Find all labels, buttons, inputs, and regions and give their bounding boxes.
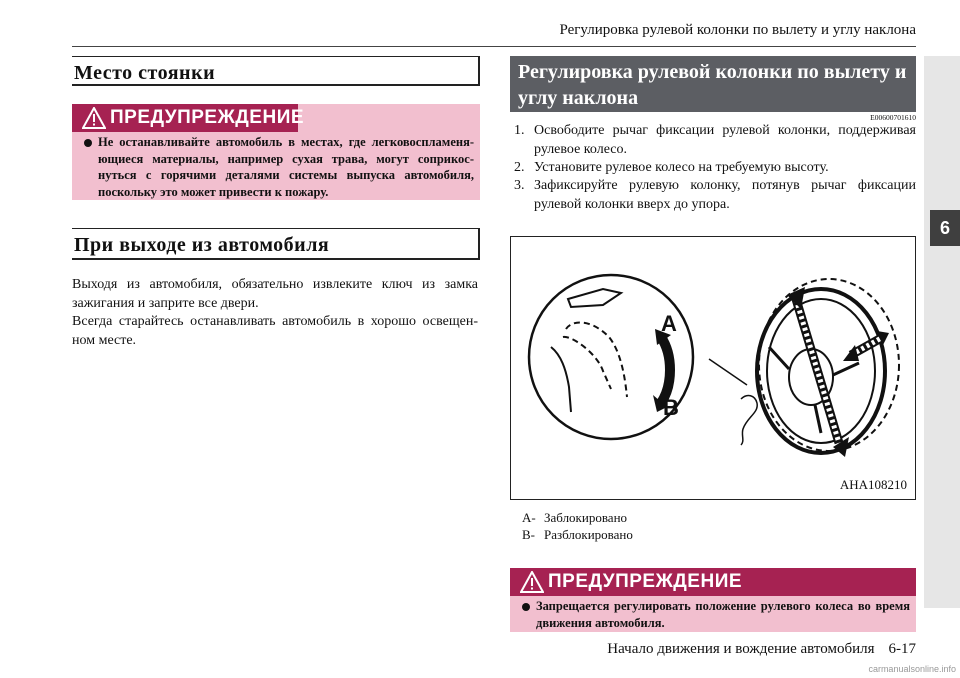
exit-heading (72, 228, 480, 260)
driving-warning-label: ПРЕДУПРЕЖДЕНИЕ (548, 571, 743, 592)
step-number: 1. (514, 123, 525, 138)
page-footer (520, 641, 916, 658)
step-number: 2. (514, 160, 525, 175)
chapter-tab[interactable]: 6 (930, 210, 960, 246)
driving-warning-text: Запрещается регулировать положение рулевого колеса во время движения автомобиля. (536, 599, 910, 630)
driving-warning-header (510, 568, 916, 596)
figure-code: AHA108210 (839, 477, 907, 492)
parking-warning-box (72, 104, 480, 200)
exit-heading-text: При выходе из автомобиля (74, 234, 330, 256)
legend-label: A- (522, 510, 536, 525)
running-header: Регулировка рулевой колонки по вылету и углу наклона (559, 22, 916, 38)
bullet-icon (84, 139, 92, 147)
legend-label: B- (522, 527, 535, 542)
watermark: carmanualsonline.info (868, 664, 956, 674)
driving-warning-box (510, 568, 916, 632)
legend-text: Разблокировано (544, 527, 633, 542)
steering-column-illustration (511, 237, 914, 498)
parking-heading-text: Место стоянки (74, 62, 216, 84)
footer-section: Начало движения и вождение автомобиля (607, 641, 875, 657)
step-text: Освободите рычаг фиксации рулевой колонки, поддерживая рулевое колесо. (534, 123, 916, 157)
exit-paragraph-2: Всегда старайтесь останавливать автомобиль в хорошо освещен-ном месте. (72, 314, 478, 348)
parking-warning-text: Не останавливайте автомобиль в местах, где легковоспламеня-ющиеся материалы, например сухая трава, могут соприкос-нуться с горячими деталями системы выпуска автомобиля, поскольку это может привести к пожару. (98, 135, 474, 199)
step-3 (514, 177, 916, 215)
step-text: Установите рулевое колесо на требуемую высоту. (534, 160, 829, 175)
parking-heading (72, 56, 480, 86)
step-number: 3. (514, 178, 525, 193)
tilt-heading-text: Регулировка рулевой колонки по вылету и углу наклона (518, 61, 907, 109)
parking-warning-header (72, 104, 305, 132)
bullet-icon (522, 603, 530, 611)
warning-triangle-icon (520, 571, 544, 593)
parking-warning-label: ПРЕДУПРЕЖДЕНИЕ (110, 107, 305, 128)
step-2 (514, 159, 916, 179)
label-b: B (663, 395, 679, 420)
tilt-heading (510, 56, 916, 112)
step-1 (514, 122, 916, 160)
steering-column-figure (510, 236, 916, 500)
section-code: E00600701610 (870, 113, 916, 122)
legend-item-a (522, 510, 822, 528)
step-text: Зафиксируйте рулевую колонку, потянув рычаг фиксации рулевой колонки вверх до упора. (534, 178, 916, 212)
exit-paragraph-1: Выходя из автомобиля, обязательно извлеките ключ из замка зажигания и заприте все двери. (72, 277, 478, 311)
header-rule (72, 46, 916, 47)
legend-text: Заблокировано (544, 510, 628, 525)
legend-item-b (522, 527, 822, 545)
side-strip (924, 56, 960, 608)
page-number: 6-17 (888, 641, 916, 657)
warning-triangle-icon (82, 107, 106, 129)
label-a: A (661, 311, 677, 336)
